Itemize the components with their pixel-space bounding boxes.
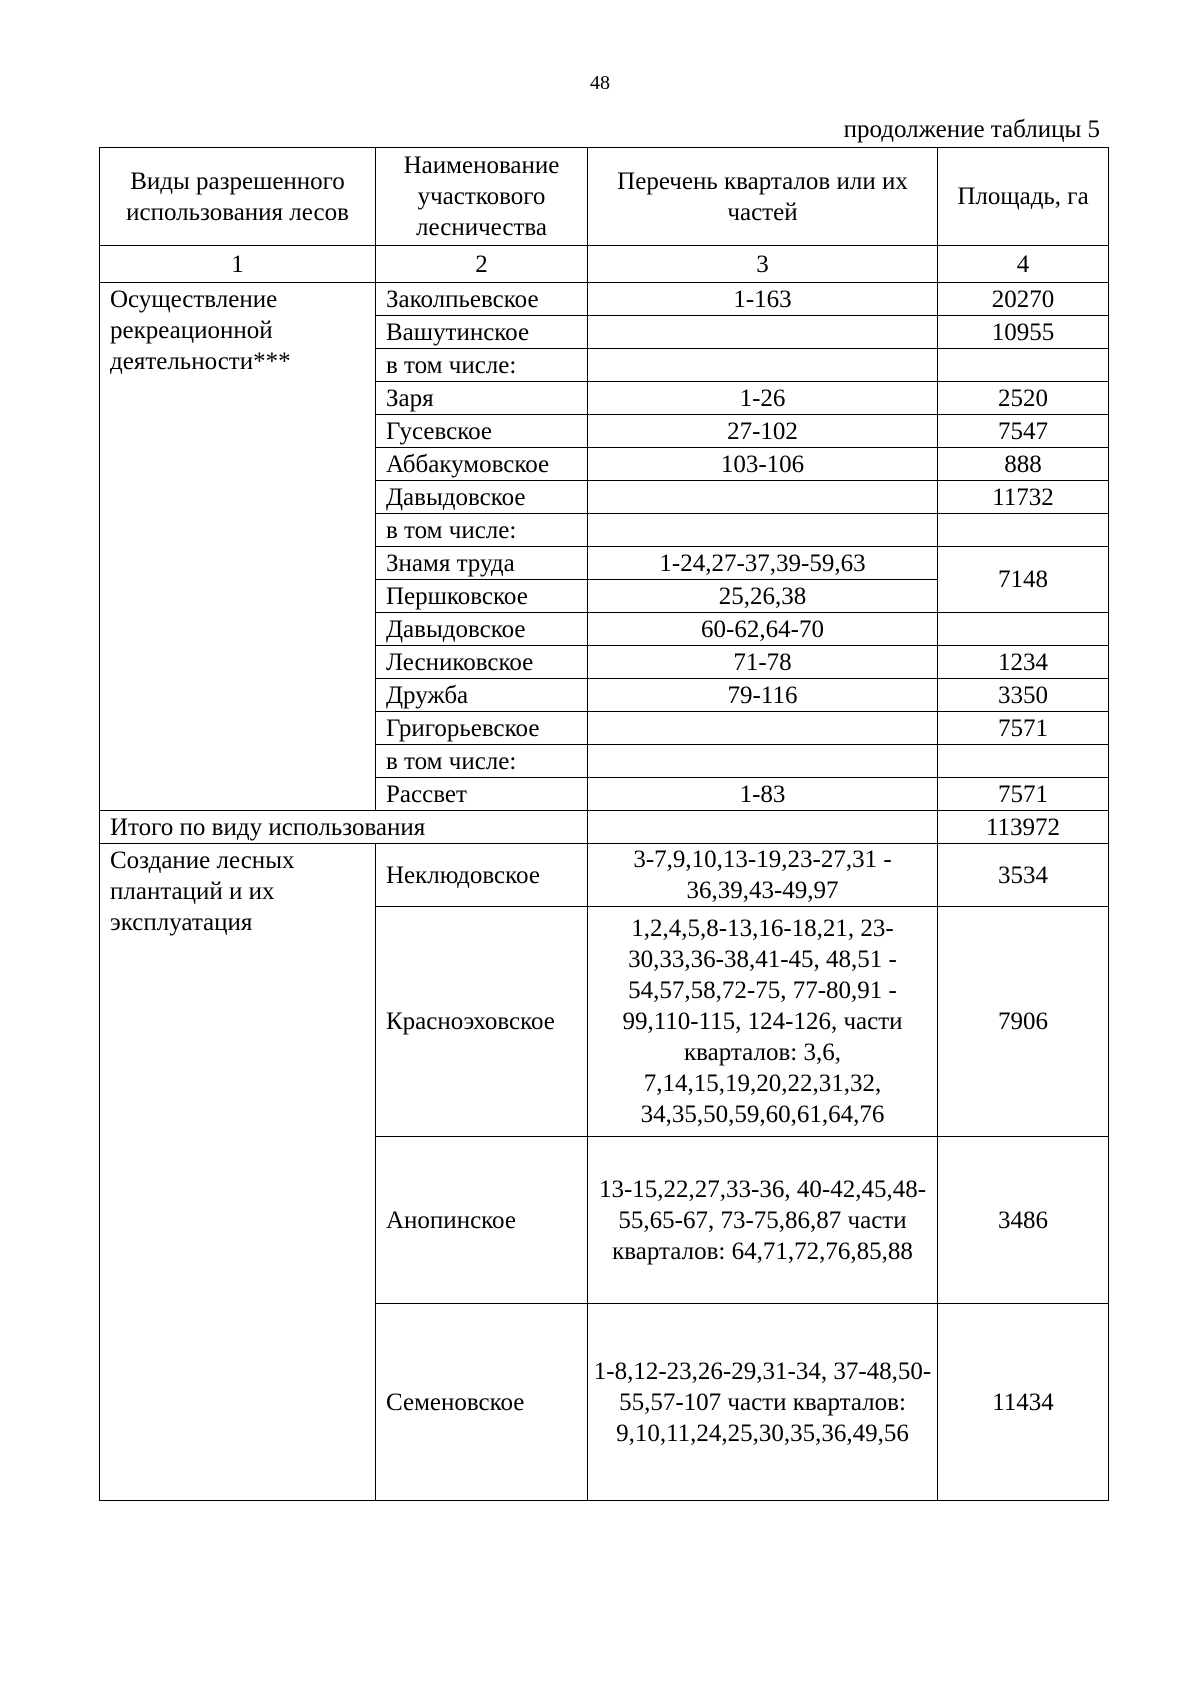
column-number: 2	[376, 246, 588, 283]
table-row	[100, 283, 1109, 316]
quarters-cell: 1-26	[588, 382, 938, 415]
quarters-cell: 3-7,9,10,13-19,23-27,31 - 36,39,43-49,97	[588, 844, 938, 907]
forestry-name-cell: Рассвет	[376, 778, 588, 811]
page-number: 48	[590, 72, 610, 94]
header-use-type: Виды разрешенного использования лесов	[100, 148, 376, 246]
forestry-name-cell: Красноэховское	[376, 907, 588, 1137]
column-number: 3	[588, 246, 938, 283]
quarters-cell: 1-83	[588, 778, 938, 811]
forestry-name-cell: Гусевское	[376, 415, 588, 448]
column-number: 4	[938, 246, 1109, 283]
quarters-cell: 1-24,27-37,39-59,63	[588, 547, 938, 580]
use-type-cell: Создание лесных плантаций и их эксплуатация	[100, 844, 376, 1501]
area-cell: 1234	[938, 646, 1109, 679]
total-row	[100, 811, 1109, 844]
forestry-name-cell: Давыдовское	[376, 613, 588, 646]
use-type-cell: Осуществление рекреационной деятельности***	[100, 283, 376, 811]
area-cell	[938, 349, 1109, 382]
header-area: Площадь, га	[938, 148, 1109, 246]
area-cell	[938, 745, 1109, 778]
quarters-cell: 25,26,38	[588, 580, 938, 613]
area-cell: 7571	[938, 778, 1109, 811]
forestry-name-cell: Анопинское	[376, 1137, 588, 1304]
area-cell	[938, 514, 1109, 547]
forestry-name-cell: Вашутинское	[376, 316, 588, 349]
forestry-name-cell: Першковское	[376, 580, 588, 613]
area-cell: 888	[938, 448, 1109, 481]
forestry-name-cell: Григорьевское	[376, 712, 588, 745]
area-cell: 7547	[938, 415, 1109, 448]
quarters-cell: 103-106	[588, 448, 938, 481]
column-number: 1	[100, 246, 376, 283]
forestry-name-cell: Семеновское	[376, 1304, 588, 1501]
area-cell: 3350	[938, 679, 1109, 712]
area-cell: 10955	[938, 316, 1109, 349]
forestry-name-cell: в том числе:	[376, 514, 588, 547]
quarters-cell	[588, 514, 938, 547]
area-cell	[938, 613, 1109, 646]
quarters-cell: 13-15,22,27,33-36, 40-42,45,48-55,65-67, 73-75,86,87 части кварталов: 64,71,72,76,85,88	[588, 1137, 938, 1304]
forestry-name-cell: Давыдовское	[376, 481, 588, 514]
area-cell: 3534	[938, 844, 1109, 907]
header-row	[100, 148, 1109, 246]
total-quarters-empty	[588, 811, 938, 844]
area-cell: 2520	[938, 382, 1109, 415]
forestry-name-cell: в том числе:	[376, 349, 588, 382]
column-number-row	[100, 246, 1109, 283]
quarters-cell: 60-62,64-70	[588, 613, 938, 646]
forestry-name-cell: Лесниковское	[376, 646, 588, 679]
forestry-name-cell: Заколпьевское	[376, 283, 588, 316]
quarters-cell: 71-78	[588, 646, 938, 679]
total-area: 113972	[938, 811, 1109, 844]
header-quarters-list: Перечень кварталов или их частей	[588, 148, 938, 246]
forestry-name-cell: Дружба	[376, 679, 588, 712]
table-continuation-note: продолжение таблицы 5	[843, 116, 1100, 143]
quarters-cell	[588, 349, 938, 382]
quarters-cell	[588, 316, 938, 349]
forestry-name-cell: Аббакумовское	[376, 448, 588, 481]
area-cell: 7571	[938, 712, 1109, 745]
quarters-cell: 79-116	[588, 679, 938, 712]
area-cell: 7148	[938, 547, 1109, 613]
quarters-cell: 1-163	[588, 283, 938, 316]
quarters-cell: 1,2,4,5,8-13,16-18,21, 23-30,33,36-38,41-45, 48,51 - 54,57,58,72-75, 77-80,91 - 99,110-115, 124-126, части кварталов: 3,6, 7,14,15,19,20,22,31,32, 34,35,50,59,60,61,64,76	[588, 907, 938, 1137]
forest-use-table	[99, 147, 1109, 1501]
area-cell: 7906	[938, 907, 1109, 1137]
quarters-cell: 27-102	[588, 415, 938, 448]
quarters-cell: 1-8,12-23,26-29,31-34, 37-48,50-55,57-107 части кварталов: 9,10,11,24,25,30,35,36,49,56	[588, 1304, 938, 1501]
header-forestry-name: Наименование участкового лесничества	[376, 148, 588, 246]
table-row	[100, 844, 1109, 907]
forestry-name-cell: Неклюдовское	[376, 844, 588, 907]
area-cell: 20270	[938, 283, 1109, 316]
forestry-name-cell: Заря	[376, 382, 588, 415]
area-cell: 3486	[938, 1137, 1109, 1304]
forestry-name-cell: в том числе:	[376, 745, 588, 778]
forestry-name-cell: Знамя труда	[376, 547, 588, 580]
area-cell: 11434	[938, 1304, 1109, 1501]
total-label: Итого по виду использования	[100, 811, 588, 844]
quarters-cell	[588, 481, 938, 514]
quarters-cell	[588, 745, 938, 778]
area-cell: 11732	[938, 481, 1109, 514]
quarters-cell	[588, 712, 938, 745]
